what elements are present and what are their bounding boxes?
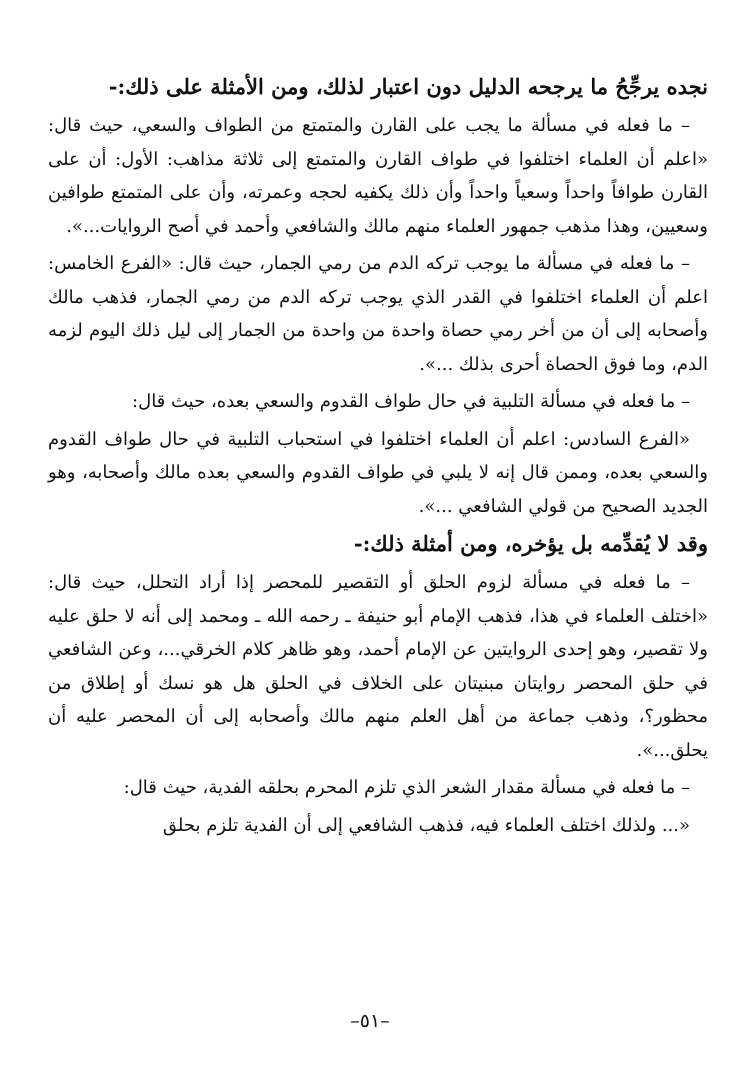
paragraph-ramy-jimar: – ما فعله في مسألة ما يوجب تركه الدم من رمي الجمار، حيث قال: «الفرع الخامس: اعلم أن العلماء اختلفوا في القدر الذي يوجب تركه الدم من رمي الجمار، فذهب مالك وأصحابه إلى أن من أخر رمي حصاة واحدة من واحدة من الجمار إلى ليل ذلك اليوم لزمه الدم، وما فوق الحصاة أحرى بذلك ...». bbox=[48, 253, 708, 375]
paragraph-talbiya-intro: – ما فعله في مسألة التلبية في حال طواف القدوم والسعي بعده، حيث قال: bbox=[132, 391, 690, 412]
section-heading-prefer-evidence: نجده يرجِّحُ ما يرجحه الدليل دون اعتبار لذلك، ومن الأمثلة على ذلك:- bbox=[108, 74, 708, 99]
paragraph-qiran-tamattu: – ما فعله في مسألة ما يجب على القارن والمتمتع من الطواف والسعي، حيث قال: «اعلم أن العلماء اختلفوا في طواف القارن والمتمتع إلى ثلاثة مذاهب: الأول: أن على القارن طوافاً واحداً وسعياً واحداً وأن ذلك يكفيه لحجه وعمرته، وأن على المتمتع طوافين وسعيين، وهذا مذهب جمهور العلماء منهم مالك والشافعي وأحمد في أصح الروايات...». bbox=[48, 115, 708, 237]
paragraph-fidya-intro: – ما فعله في مسألة مقدار الشعر الذي تلزم المحرم بحلقه الفدية، حيث قال: bbox=[123, 777, 690, 798]
paragraph-talbiya-quote: «الفرع السادس: اعلم أن العلماء اختلفوا في استحباب التلبية في حال طواف القدوم والسعي بعده، وممن قال إنه لا يلبي في طواف القدوم والسعي بعده مالك وأصحابه، وهو الجديد الصحيح من قولي الشافعي ...». bbox=[48, 428, 708, 517]
paragraph-muhsar-halq: – ما فعله في مسألة لزوم الحلق أو التقصير للمحصر إذا أراد التحلل، حيث قال: «اختلف العلماء في هذا، فذهب الإمام أبو حنيفة ـ رحمه الله ـ ومحمد إلى أنه لا حلق عليه ولا تقصير، وهو إحدى الروايتين عن الإمام أحمد، وهو ظاهر كلام الخرقي...، وعن الشافعي في حلق المحصر روايتان مبنيتان على الخلاف في الحلق هل هو نسك أو إطلاق من محظور؟، وذهب جماعة من أهل العلم منهم مالك وأصحابه إلى أن المحصر عليه أن يحلق...». bbox=[48, 572, 708, 761]
section-heading-delay: وقد لا يُقدِّمه بل يؤخره، ومن أمثلة ذلك:- bbox=[353, 531, 708, 556]
page-number: –٥١– bbox=[350, 1010, 390, 1032]
document-page bbox=[48, 70, 708, 1030]
paragraph-fidya-quote: «... ولذلك اختلف العلماء فيه، فذهب الشافعي إلى أن الفدية تلزم بحلق bbox=[162, 814, 690, 836]
